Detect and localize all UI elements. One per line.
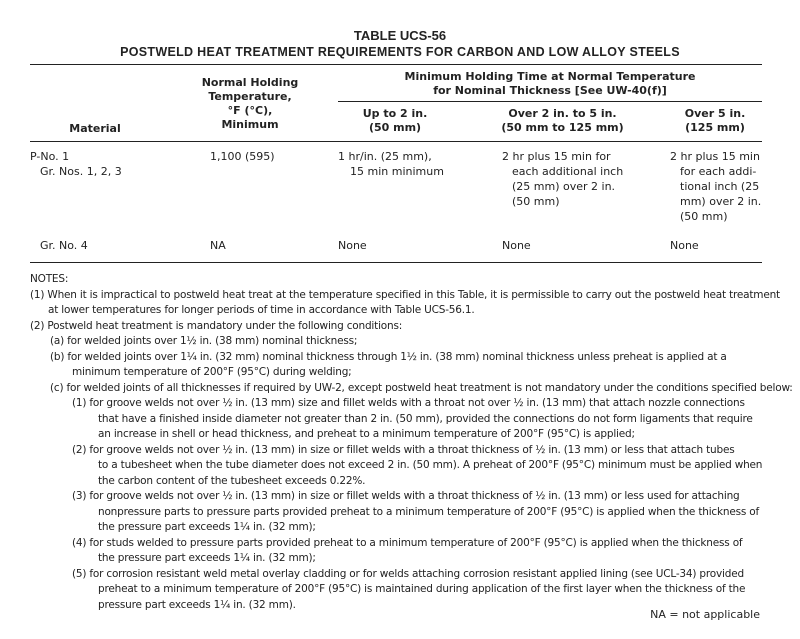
note-2c-1: (1) for groove welds not over ½ in. (13 mm) size and fillet welds with a throat not over ½ in. (13 mm) that attach nozzle connections bbox=[72, 397, 745, 409]
footnote-na: NA = not applicable bbox=[650, 608, 760, 621]
note-2b: (b) for welded joints over 1¼ in. (32 mm) nominal thickness through 1½ in. (38 mm) nominal thickness unless preheat is applied at a bbox=[50, 350, 727, 363]
row1-up-to-2: 1 hr/in. (25 mm), 15 min minimum bbox=[338, 150, 444, 178]
header-material: Material bbox=[69, 122, 121, 135]
note-2c: (c) for welded joints of all thicknesses if required by UW-2, except postweld heat treatment is not mandatory under the conditions specified below: bbox=[50, 381, 793, 394]
notes: NOTES: (1) When it is impractical to postweld heat treat at the temperature specified in this Table, it is permissible to carry out the postweld heat treatment at lower temperatures for longer periods of time in accordance with Table UCS-56.1. (2) Postweld heat treatment is mandatory under the following conditions: (a) for welded joints over 1½ in. (38 mm) nominal thickness; (b) for welded joints over 1¼ in. (32 mm) nominal thickness through 1½ in. (38 mm) nominal thickness unless preheat is applied at a minimum temperature of 200°F (95°C) during welding; (c) for welded joints of all thicknesses if required by UW-2, except postweld heat treatment is not mandatory under the conditions specified below: (1) for groove welds not over ½ in. (13 mm) size and fillet welds with a throat not over ½ in. (13 mm) that attach nozzle connections that have a finished inside diameter not greater than 2 in. (50 mm), provided the connections do not form ligaments that require an increase in shell or head thickness, and preheat to a minimum temperature of 200°F (95°C) is applied; (2) for groove welds not over ½ in. (13 mm) in size or fillet welds with a throat thickness of ½ in. (13 mm) or less that attach tubes to a tubesheet when the tube diameter does not exceed 2 in. (50 mm). A preheat of 200°F (95°C) minimum must be applied when the carbon content of the tubesheet exceeds 0.22%. (3) for groove welds not over ½ in. (13 mm) in size or fillet welds with a throat thickness of ½ in. (13 mm) or less used for attaching nonpressure parts to pressure parts provided preheat to a minimum temperature of 200°F (95°C) is applied when the thickness of the pressure part exceeds 1¼ in. (32 mm); (4) for studs welded to pressure parts provided preheat to a minimum temperature of 200°F (95°C) is applied when the thickness of the pressure part exceeds 1¼ in. (32 mm); (5) for corrosion resistant weld metal overlay cladding or for welds attaching corrosion resistant applied lining (see UCL-34) provided preheat to a minimum temperature of 200°F (95°C) is maintained during application of the first layer when the thickness of the pressure part exceeds 1¼ in. (32 mm). bbox=[30, 273, 793, 611]
note-2c-4: (4) for studs welded to pressure parts provided preheat to a minimum temperature of 200°F (95°C) is applied when the thickness of bbox=[72, 536, 743, 549]
row2-material: Gr. No. 4 bbox=[40, 239, 88, 252]
header-over-5: Over 5 in. (125 mm) bbox=[684, 107, 746, 134]
header-holding-temp: Normal Holding Temperature, °F (°C), Minimum bbox=[201, 76, 299, 131]
note-2a: (a) for welded joints over 1½ in. (38 mm) nominal thickness; bbox=[50, 335, 358, 347]
top-rule bbox=[30, 64, 762, 65]
row2-2-to-5: None bbox=[502, 239, 531, 252]
row2-temperature: NA bbox=[210, 239, 226, 252]
header-holding-time-group: Minimum Holding Time at Normal Temperature for Nominal Thickness [See UW-40(f)] bbox=[404, 70, 696, 97]
table-title: TABLE UCS-56 bbox=[353, 28, 447, 43]
row1-material: P-No. 1 Gr. Nos. 1, 2, 3 bbox=[30, 150, 122, 178]
header-up-to-2: Up to 2 in. (50 mm) bbox=[362, 107, 428, 134]
note-2c-2: (2) for groove welds not over ½ in. (13 mm) in size or fillet welds with a throat thickness of ½ in. (13 mm) or less that attach tubes bbox=[72, 443, 735, 456]
note-2c-3: (3) for groove welds not over ½ in. (13 mm) in size or fillet welds with a throat thickness of ½ in. (13 mm) or less used for attaching bbox=[72, 490, 740, 502]
header-sub-rule bbox=[338, 101, 762, 102]
row2-up-to-2: None bbox=[338, 239, 367, 252]
table-subtitle: POSTWELD HEAT TREATMENT REQUIREMENTS FOR CARBON AND LOW ALLOY STEELS bbox=[120, 45, 680, 59]
row1-2-to-5: 2 hr plus 15 min for each additional inch (25 mm) over 2 in. (50 mm) bbox=[502, 150, 624, 208]
notes-heading: NOTES: bbox=[30, 273, 69, 285]
bottom-rule bbox=[30, 262, 762, 263]
row1-over-5: 2 hr plus 15 min for each addi- tional inch (25 mm) over 2 in. (50 mm) bbox=[670, 150, 762, 223]
note-1: (1) When it is impractical to postweld heat treat at the temperature specified in this Table, it is permissible to carry out the postweld heat treatment bbox=[30, 288, 780, 301]
row2-over-5: None bbox=[670, 239, 699, 252]
note-2: (2) Postweld heat treatment is mandatory under the following conditions: bbox=[30, 319, 403, 332]
header-rule bbox=[30, 141, 762, 142]
row1-temperature: 1,100 (595) bbox=[210, 150, 275, 163]
note-2c-5: (5) for corrosion resistant weld metal overlay cladding or for welds attaching corrosion resistant applied lining (see UCL-34) provided bbox=[72, 567, 744, 580]
header-2-to-5: Over 2 in. to 5 in. (50 mm to 125 mm) bbox=[501, 107, 624, 134]
